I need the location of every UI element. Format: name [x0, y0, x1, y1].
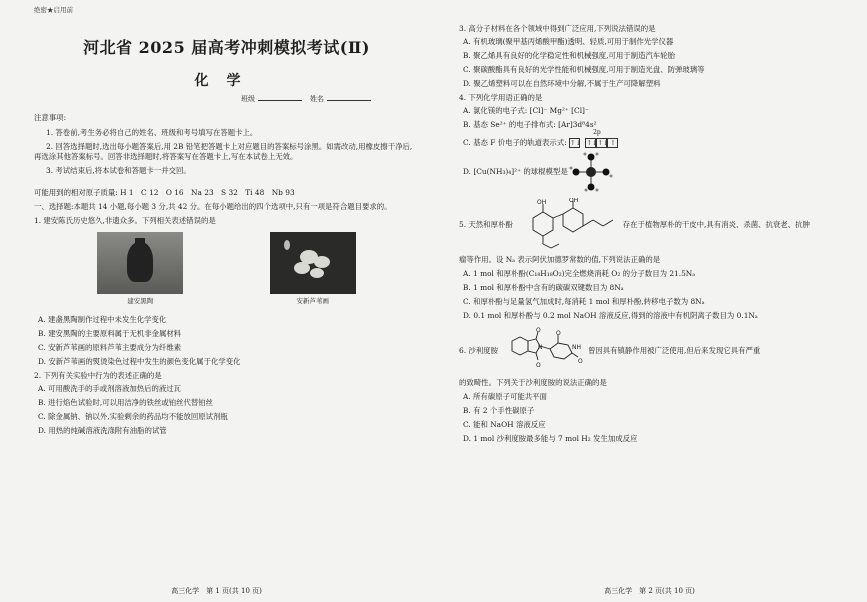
- notice-title: 注意事项:: [34, 112, 67, 122]
- q2-option-c: C. 除金属钠、钠以外,实验剩余的药品均不能放回原试剂瓶: [38, 412, 228, 422]
- notice-item: 2. 回答选择题时,选出每小题答案后,用 2B 铅笔把答题卡上对应题目的答案标号涂黑。如需改动,用橡皮擦干净后,再选涂其他答案标号。回答非选择题时,将答案写在答题卡上,写在本试卷上无效。: [34, 141, 413, 161]
- right-page: [433, 0, 866, 602]
- reed-painting-image: [270, 232, 356, 294]
- q4-option-d: [463, 152, 842, 192]
- left-page: [0, 0, 433, 602]
- q6-option-a: A. 所有碳原子可能共平面: [463, 391, 547, 401]
- q5-option-d: D. 0.1 mol 和厚朴酚与 0.2 mol NaOH 溶液反应,得到的溶液中有机阴离子数目为 0.1Nₐ: [463, 310, 758, 320]
- notice-item: 3. 考试结束后,将本试卷和答题卡一并交回。: [46, 165, 191, 175]
- q4-option-b: B. 基态 Se²⁺ 的电子排布式: [Ar]3d⁸4s²: [463, 119, 597, 129]
- q1-option-c: C. 安新芦苇画的原料芦苇主要成分为纤维素: [38, 343, 182, 353]
- svg-text:O: O: [535, 326, 541, 334]
- q1-option-d: D. 安新芦苇画的熨烫染色过程中发生的颜色变化属于化学变化: [38, 357, 241, 367]
- q1-option-b: B. 建安黑陶的主要原料属于无机非金属材料: [38, 329, 182, 339]
- question-1-stem: 1. 建安陈氏历史悠久,非遗众多。下列相关表述错误的是: [34, 215, 216, 225]
- name-label: 姓名: [310, 95, 324, 104]
- q5-stem-lead: 5. 天然和厚朴酚: [459, 219, 513, 229]
- secret-label: 绝密★启用前: [34, 6, 73, 14]
- svg-text:O: O: [535, 361, 541, 369]
- q3-option-b: B. 聚乙烯具有良好的化学稳定性和机械强度,可用于制造汽车轮胎: [463, 50, 676, 60]
- caption-left: 建安黑陶: [127, 296, 154, 305]
- svg-text:OH: OH: [568, 197, 578, 204]
- right-page-footer: 高三化学 第 2 页(共 10 页): [604, 586, 695, 595]
- q4-option-a: A. 氯化镁的电子式: [Cl]⁻ Mg²⁺ [Cl]⁻: [463, 105, 589, 115]
- subject-title: 化学: [194, 73, 259, 90]
- class-name-line: [34, 95, 419, 104]
- class-blank[interactable]: [258, 100, 302, 101]
- svg-text:O: O: [555, 329, 561, 337]
- question-5-stem: [459, 198, 842, 252]
- q5-stem-line2: 瘤等作用。设 Nₐ 表示阿伏加德罗常数的值,下列说法正确的是: [459, 254, 661, 264]
- q6-option-c: C. 能和 NaOH 溶液反应: [463, 419, 546, 429]
- svg-text:OH: OH: [536, 198, 546, 206]
- question-3-stem: 3. 高分子材料在各个领域中得到广泛应用,下列说法错误的是: [459, 24, 656, 33]
- question-1-images: [54, 232, 399, 306]
- svg-text:O: O: [577, 357, 583, 365]
- q2-option-a: A. 可用酸洗手的手或剂溶液加热后的液过瓦: [38, 384, 182, 394]
- q6-option-d: D. 1 mol 沙利度胺最多能与 7 mol H₂ 发生加成反应: [463, 433, 638, 443]
- q5-option-b: B. 1 mol 和厚朴酚中含有的碳碳双键数目为 8Nₐ: [463, 282, 624, 292]
- black-pottery-figure: [97, 232, 183, 306]
- class-label: 班级: [241, 95, 255, 104]
- orbital-2p-label: 2p: [593, 128, 601, 136]
- black-pottery-image: [97, 232, 183, 294]
- thalidomide-structure-icon: [498, 327, 588, 375]
- q3-option-a: A. 有机玻璃(聚甲基丙烯酸甲酯)透明、轻质,可用于制作光学仪器: [463, 36, 674, 46]
- orbital-2s-box: ↑↓: [570, 138, 581, 147]
- q2-option-d: D. 用热的纯碱溶液洗涤附有油脂的试管: [38, 426, 167, 436]
- q3-option-c: C. 聚碳酸酯具有良好的光学性能和机械强度,可用于制造光盘、防弹玻璃等: [463, 64, 705, 74]
- section-1-heading: 一、选择题:本题共 14 小题,每小题 3 分,共 42 分。在每小题给出的四个选项中,只有一项是符合题目要求的。: [34, 201, 392, 211]
- atomic-masses: 可能用到的相对原子质量: H 1 C 12 O 16 Na 23 S 32 Ti 48 Nb 93: [34, 187, 295, 197]
- left-page-footer: 高三化学 第 1 页(共 10 页): [171, 586, 262, 595]
- exam-title: 河北省 2025 届高考冲刺模拟考试(Ⅱ): [83, 37, 370, 57]
- q4-option-d-text: D. [Cu(NH₃)₄]²⁺ 的球棍模型是: [463, 166, 568, 176]
- question-6-stem: [459, 327, 842, 375]
- q5-option-a: A. 1 mol 和厚朴酚(C₁₈H₁₈O₂)完全燃烧消耗 O₂ 的分子数目为 21.5Nₐ: [463, 268, 696, 278]
- q6-stem-tail: 曾因具有镇静作用被广泛使用,但后来发现它具有严重: [587, 345, 761, 355]
- q5-stem-tail: 存在于植物厚朴的干皮中,具有消炎、杀菌、抗衰老、抗肿: [622, 219, 810, 229]
- orbital-diagram: [569, 128, 618, 148]
- question-2-stem: 2. 下列有关实验中行为的表述正确的是: [34, 371, 162, 381]
- q1-option-a: A. 建盏黑陶制作过程中未发生化学变化: [38, 315, 167, 325]
- name-blank[interactable]: [327, 100, 371, 101]
- orbital-2p-box: ↑: [607, 138, 618, 148]
- q6-option-b: B. 有 2 个手性碳原子: [463, 405, 535, 415]
- honokiol-structure-icon: [513, 198, 623, 252]
- ball-and-stick-model-icon: [568, 152, 614, 192]
- notice-item: 1. 答卷前,考生务必将自己的姓名、班级和考号填写在答题卡上。: [46, 127, 258, 137]
- q5-option-c: C. 和厚朴酚与足量氢气加成时,每消耗 1 mol 和厚朴酚,转移电子数为 8Nₐ: [463, 296, 705, 306]
- q4-option-c-text: C. 基态 F 价电子的轨道表示式:: [463, 137, 567, 147]
- question-4-stem: 4. 下列化学用语正确的是: [459, 92, 543, 102]
- q3-option-d: D. 聚乙烯塑料可以在自然环境中分解,不属于生产可降解塑料: [463, 78, 661, 88]
- orbital-2p-box: ↑↓: [597, 138, 609, 147]
- caption-right: 安新芦苇画: [296, 296, 329, 305]
- q2-option-b: B. 进行焰色试验时,可以用洁净的铁丝或铂丝代替铂丝: [38, 398, 214, 408]
- svg-text:N: N: [537, 343, 543, 351]
- orbital-2p-box: ↑↓: [586, 138, 598, 147]
- q4-option-c: [463, 128, 842, 148]
- q6-stem-lead: 6. 沙利度胺: [459, 345, 498, 355]
- svg-text:NH: NH: [571, 343, 581, 351]
- q6-stem-line2: 的致畸性。下列关于沙利度胺的说法正确的是: [459, 377, 607, 387]
- reed-painting-figure: [270, 232, 356, 306]
